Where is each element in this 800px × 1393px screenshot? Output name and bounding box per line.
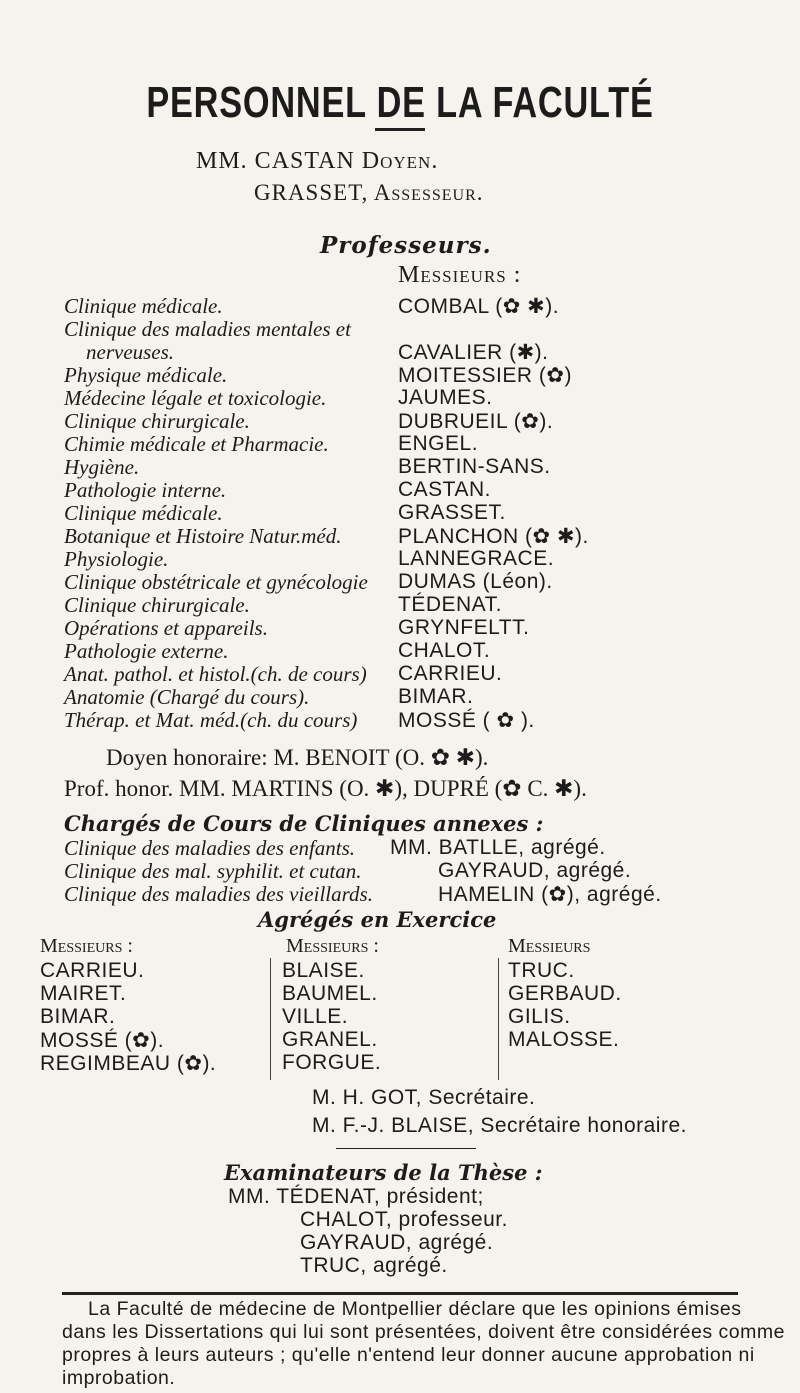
- disclaimer-line: dans les Dissertations qui lui sont présentées, doivent être considérées comme: [62, 1321, 785, 1343]
- agrege-name: GILIS.: [508, 1005, 571, 1028]
- professor-chair: Anatomie (Chargé du cours).: [64, 685, 310, 709]
- agrege-name: VILLE.: [282, 1005, 349, 1028]
- professor-name: COMBAL (✿ ✱).: [398, 295, 560, 318]
- assessor-line: GRASSET, Assesseur.: [254, 180, 484, 205]
- professor-chair: Anat. pathol. et histol.(ch. de cours): [64, 662, 367, 686]
- professor-chair: Clinique médicale.: [64, 294, 223, 318]
- professor-chair: Clinique médicale.: [64, 501, 223, 525]
- agreges-column-header: Messieurs :: [40, 935, 133, 957]
- disclaimer-line: propres à leurs auteurs ; qu'elle n'entend leur donner aucune approbation ni: [62, 1344, 755, 1366]
- professor-chair: Médecine légale et toxicologie.: [64, 386, 327, 410]
- professors-heading: Professeurs.: [320, 232, 492, 259]
- examiners-heading: Examinateurs de la Thèse :: [224, 1160, 543, 1185]
- examiner-line: MM. TÉDENAT, président;: [228, 1185, 484, 1208]
- agrege-name: BAUMEL.: [282, 982, 378, 1005]
- dean-line: MM. CASTAN Doyen.: [196, 148, 439, 174]
- professor-chair: Physiologie.: [64, 547, 169, 571]
- professor-name: CAVALIER (✱).: [398, 341, 549, 364]
- professor-name: BIMAR.: [398, 685, 474, 708]
- professor-name: JAUMES.: [398, 386, 493, 409]
- agrege-name: CARRIEU.: [40, 959, 145, 982]
- annex-name: HAMELIN (✿), agrégé.: [438, 883, 662, 906]
- agrege-name: MOSSÉ (✿).: [40, 1029, 165, 1052]
- professor-chair: Botanique et Histoire Natur.méd.: [64, 524, 342, 548]
- divider-short: [336, 1148, 476, 1149]
- agrege-name: BIMAR.: [40, 1005, 116, 1028]
- title-underline: [375, 128, 425, 131]
- professor-chair: Clinique obstétricale et gynécologie: [64, 570, 368, 594]
- agreges-divider-2: [498, 958, 499, 1080]
- disclaimer-line: improbation.: [62, 1367, 176, 1389]
- professor-name: PLANCHON (✿ ✱).: [398, 525, 589, 548]
- annex-heading: Chargés de Cours de Cliniques annexes :: [64, 811, 544, 836]
- honorary-professors: Prof. honor. MM. MARTINS (O. ✱), DUPRÉ (✿ C. ✱).: [64, 776, 587, 801]
- secretary: M. H. GOT, Secrétaire.: [312, 1086, 536, 1109]
- examiner-line: GAYRAUD, agrégé.: [300, 1231, 494, 1254]
- professor-chair: Thérap. et Mat. méd.(ch. du cours): [64, 708, 358, 732]
- professor-name: DUMAS (Léon).: [398, 570, 553, 593]
- divider-long: [62, 1292, 738, 1295]
- professor-chair: Pathologie interne.: [64, 478, 227, 502]
- professor-name: TÉDENAT.: [398, 593, 502, 616]
- professor-chair: Hygiène.: [64, 455, 140, 479]
- professor-name: DUBRUEIL (✿).: [398, 410, 554, 433]
- professor-name: BERTIN-SANS.: [398, 455, 551, 478]
- agrege-name: BLAISE.: [282, 959, 365, 982]
- professor-name: ENGEL.: [398, 432, 479, 455]
- professor-name: GRASSET.: [398, 501, 506, 524]
- agrege-name: FORGUE.: [282, 1051, 382, 1074]
- professor-chair: Pathologie externe.: [64, 639, 229, 663]
- professor-chair: nerveuses.: [86, 340, 175, 364]
- professor-chair: Clinique des maladies mentales et: [64, 317, 351, 341]
- professor-name: LANNEGRACE.: [398, 547, 555, 570]
- page-title: PERSONNEL DE LA FACULTÉ: [146, 78, 654, 127]
- agrege-name: MALOSSE.: [508, 1028, 620, 1051]
- agreges-column-header: Messieurs: [508, 935, 591, 957]
- annex-name: GAYRAUD, agrégé.: [438, 859, 632, 882]
- annex-name: MM. BATLLE, agrégé.: [390, 836, 606, 859]
- professor-name: MOSSÉ ( ✿ ).: [398, 709, 535, 732]
- professor-chair: Chimie médicale et Pharmacie.: [64, 432, 329, 456]
- professor-name: CHALOT.: [398, 639, 491, 662]
- professor-chair: Physique médicale.: [64, 363, 228, 387]
- annex-course: Clinique des maladies des vieillards.: [64, 882, 373, 906]
- honorary-dean: Doyen honoraire: M. BENOIT (O. ✿ ✱).: [106, 745, 489, 770]
- professor-chair: Opérations et appareils.: [64, 616, 268, 640]
- agrege-name: MAIRET.: [40, 982, 127, 1005]
- agreges-column-header: Messieurs :: [286, 935, 379, 957]
- agrege-name: GERBAUD.: [508, 982, 622, 1005]
- professors-messieurs: Messieurs :: [398, 262, 522, 288]
- examiner-line: CHALOT, professeur.: [300, 1208, 508, 1231]
- professor-name: GRYNFELTT.: [398, 616, 530, 639]
- agrege-name: GRANEL.: [282, 1028, 378, 1051]
- annex-course: Clinique des maladies des enfants.: [64, 836, 356, 860]
- professor-name: CASTAN.: [398, 478, 491, 501]
- professor-chair: Clinique chirurgicale.: [64, 409, 250, 433]
- professor-name: CARRIEU.: [398, 662, 503, 685]
- professor-name: MOITESSIER (✿): [398, 364, 572, 387]
- agrege-name: TRUC.: [508, 959, 575, 982]
- disclaimer-line: La Faculté de médecine de Montpellier déclare que les opinions émises: [88, 1298, 742, 1320]
- agrege-name: REGIMBEAU (✿).: [40, 1052, 217, 1075]
- agreges-heading: Agrégés en Exercice: [258, 907, 497, 932]
- annex-course: Clinique des mal. syphilit. et cutan.: [64, 859, 362, 883]
- examiner-line: TRUC, agrégé.: [300, 1254, 448, 1277]
- honorary-secretary: M. F.-J. BLAISE, Secrétaire honoraire.: [312, 1114, 687, 1137]
- agreges-divider-1: [270, 958, 271, 1080]
- professor-chair: Clinique chirurgicale.: [64, 593, 250, 617]
